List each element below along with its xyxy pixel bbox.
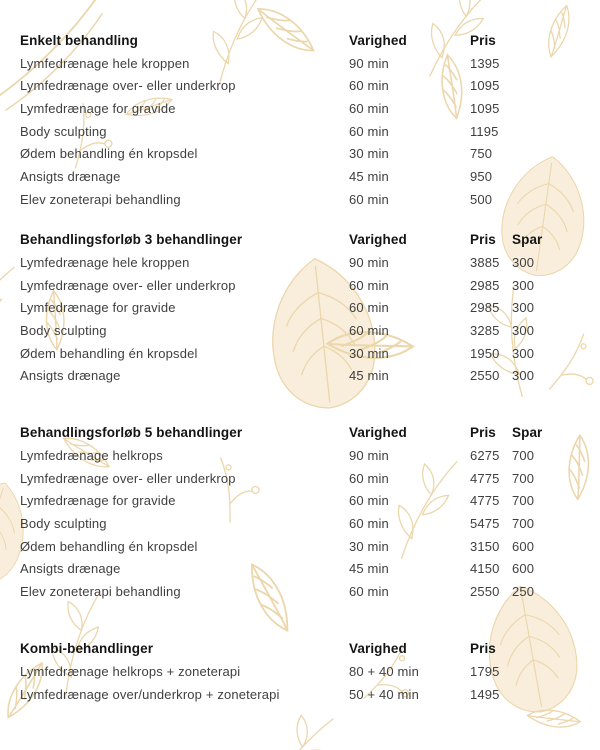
treatment-saving: 600 bbox=[512, 561, 535, 577]
treatment-name: Ansigts drænage bbox=[20, 168, 121, 184]
treatment-duration: 60 min bbox=[349, 470, 389, 486]
treatment-duration: 45 min bbox=[349, 368, 389, 384]
treatment-name: Body sculpting bbox=[20, 123, 107, 139]
price-row bbox=[20, 142, 600, 165]
treatment-name: Lymfedrænage over/underkrop + zoneterapi bbox=[20, 687, 280, 703]
treatment-saving: 600 bbox=[512, 538, 535, 554]
treatment-duration: 30 min bbox=[349, 146, 389, 162]
treatment-price: 950 bbox=[470, 168, 493, 184]
treatment-price: 1395 bbox=[470, 55, 500, 71]
section-kombi-behandlinger bbox=[20, 638, 600, 706]
treatment-price: 2550 bbox=[470, 583, 500, 599]
column-header-pris: Pris bbox=[470, 32, 496, 48]
treatment-duration: 60 min bbox=[349, 123, 389, 139]
price-row bbox=[20, 489, 600, 512]
treatment-name: Lymfedrænage for gravide bbox=[20, 493, 176, 509]
price-row bbox=[20, 120, 600, 143]
treatment-name: Ødem behandling én kropsdel bbox=[20, 345, 198, 361]
price-row bbox=[20, 251, 600, 274]
treatment-price: 750 bbox=[470, 146, 493, 162]
treatment-duration: 90 min bbox=[349, 447, 389, 463]
treatment-name: Lymfedrænage for gravide bbox=[20, 100, 176, 116]
treatment-duration: 90 min bbox=[349, 55, 389, 71]
price-row bbox=[20, 444, 600, 467]
section-header-row bbox=[20, 229, 600, 252]
treatment-price: 1095 bbox=[470, 78, 500, 94]
price-row bbox=[20, 274, 600, 297]
treatment-saving: 300 bbox=[512, 323, 535, 339]
section-forloeb-5-behandlinger bbox=[20, 421, 600, 603]
column-header-pris: Pris bbox=[470, 232, 496, 248]
section-enkelt-behandling bbox=[20, 29, 600, 211]
treatment-duration: 60 min bbox=[349, 300, 389, 316]
treatment-saving: 250 bbox=[512, 583, 535, 599]
treatment-name: Elev zoneterapi behandling bbox=[20, 191, 181, 207]
column-header-varighed: Varighed bbox=[349, 232, 407, 248]
treatment-price: 3885 bbox=[470, 255, 500, 271]
treatment-duration: 60 min bbox=[349, 100, 389, 116]
treatment-duration: 30 min bbox=[349, 345, 389, 361]
treatment-saving: 700 bbox=[512, 493, 535, 509]
treatment-price: 5475 bbox=[470, 515, 500, 531]
treatment-name: Lymfedrænage for gravide bbox=[20, 300, 176, 316]
treatment-price: 4775 bbox=[470, 470, 500, 486]
section-header-row bbox=[20, 638, 600, 661]
treatment-name: Lymfedrænage helkrops + zoneterapi bbox=[20, 664, 241, 680]
price-row bbox=[20, 165, 600, 188]
price-row bbox=[20, 365, 600, 388]
price-row bbox=[20, 74, 600, 97]
treatment-price: 1495 bbox=[470, 687, 500, 703]
treatment-price: 1795 bbox=[470, 664, 500, 680]
treatment-name: Ødem behandling én kropsdel bbox=[20, 538, 198, 554]
treatment-name: Lymfedrænage hele kroppen bbox=[20, 255, 190, 271]
treatment-price: 4775 bbox=[470, 493, 500, 509]
price-row bbox=[20, 580, 600, 603]
treatment-saving: 300 bbox=[512, 368, 535, 384]
section-title: Behandlingsforløb 3 behandlinger bbox=[20, 232, 243, 248]
treatment-saving: 300 bbox=[512, 345, 535, 361]
price-row bbox=[20, 683, 600, 706]
treatment-price: 1950 bbox=[470, 345, 500, 361]
section-title: Kombi-behandlinger bbox=[20, 641, 154, 657]
treatment-duration: 60 min bbox=[349, 191, 389, 207]
treatment-name: Lymfedrænage helkrops bbox=[20, 447, 163, 463]
price-row bbox=[20, 467, 600, 490]
treatment-saving: 700 bbox=[512, 515, 535, 531]
price-row bbox=[20, 342, 600, 365]
price-row bbox=[20, 297, 600, 320]
column-header-pris: Pris bbox=[470, 641, 496, 657]
column-header-varighed: Varighed bbox=[349, 641, 407, 657]
treatment-duration: 60 min bbox=[349, 515, 389, 531]
treatment-price: 500 bbox=[470, 191, 493, 207]
price-row bbox=[20, 52, 600, 75]
treatment-name: Lymfedrænage over- eller underkrop bbox=[20, 277, 236, 293]
treatment-price: 2550 bbox=[470, 368, 500, 384]
treatment-name: Ansigts drænage bbox=[20, 368, 121, 384]
column-header-varighed: Varighed bbox=[349, 32, 407, 48]
treatment-duration: 45 min bbox=[349, 168, 389, 184]
price-row bbox=[20, 512, 600, 535]
treatment-name: Lymfedrænage over- eller underkrop bbox=[20, 470, 236, 486]
treatment-name: Body sculpting bbox=[20, 515, 107, 531]
price-row bbox=[20, 188, 600, 211]
treatment-duration: 50 + 40 min bbox=[349, 687, 419, 703]
column-header-spar: Spar bbox=[512, 424, 543, 440]
treatment-duration: 90 min bbox=[349, 255, 389, 271]
column-header-spar: Spar bbox=[512, 232, 543, 248]
treatment-name: Elev zoneterapi behandling bbox=[20, 583, 181, 599]
price-row bbox=[20, 557, 600, 580]
treatment-duration: 60 min bbox=[349, 78, 389, 94]
treatment-price: 2985 bbox=[470, 300, 500, 316]
treatment-name: Lymfedrænage hele kroppen bbox=[20, 55, 190, 71]
treatment-name: Lymfedrænage over- eller underkrop bbox=[20, 78, 236, 94]
treatment-saving: 300 bbox=[512, 255, 535, 271]
treatment-duration: 60 min bbox=[349, 583, 389, 599]
treatment-duration: 80 + 40 min bbox=[349, 664, 419, 680]
treatment-price: 1095 bbox=[470, 100, 500, 116]
section-forloeb-3-behandlinger bbox=[20, 229, 600, 388]
price-row bbox=[20, 97, 600, 120]
column-header-varighed: Varighed bbox=[349, 424, 407, 440]
treatment-duration: 60 min bbox=[349, 323, 389, 339]
column-header-pris: Pris bbox=[470, 424, 496, 440]
section-title: Enkelt behandling bbox=[20, 32, 138, 48]
treatment-price: 2985 bbox=[470, 277, 500, 293]
treatment-saving: 700 bbox=[512, 447, 535, 463]
treatment-price: 3285 bbox=[470, 323, 500, 339]
treatment-price: 6275 bbox=[470, 447, 500, 463]
treatment-name: Ødem behandling én kropsdel bbox=[20, 146, 198, 162]
treatment-duration: 60 min bbox=[349, 493, 389, 509]
section-header-row bbox=[20, 421, 600, 444]
price-row bbox=[20, 661, 600, 684]
treatment-name: Ansigts drænage bbox=[20, 561, 121, 577]
price-row bbox=[20, 535, 600, 558]
treatment-saving: 300 bbox=[512, 300, 535, 316]
treatment-duration: 30 min bbox=[349, 538, 389, 554]
treatment-price: 3150 bbox=[470, 538, 500, 554]
treatment-saving: 700 bbox=[512, 470, 535, 486]
price-row bbox=[20, 319, 600, 342]
treatment-price: 4150 bbox=[470, 561, 500, 577]
treatment-saving: 300 bbox=[512, 277, 535, 293]
treatment-duration: 60 min bbox=[349, 277, 389, 293]
section-header-row bbox=[20, 29, 600, 52]
treatment-name: Body sculpting bbox=[20, 323, 107, 339]
treatment-price: 1195 bbox=[470, 123, 499, 139]
section-title: Behandlingsforløb 5 behandlinger bbox=[20, 424, 243, 440]
treatment-duration: 45 min bbox=[349, 561, 389, 577]
